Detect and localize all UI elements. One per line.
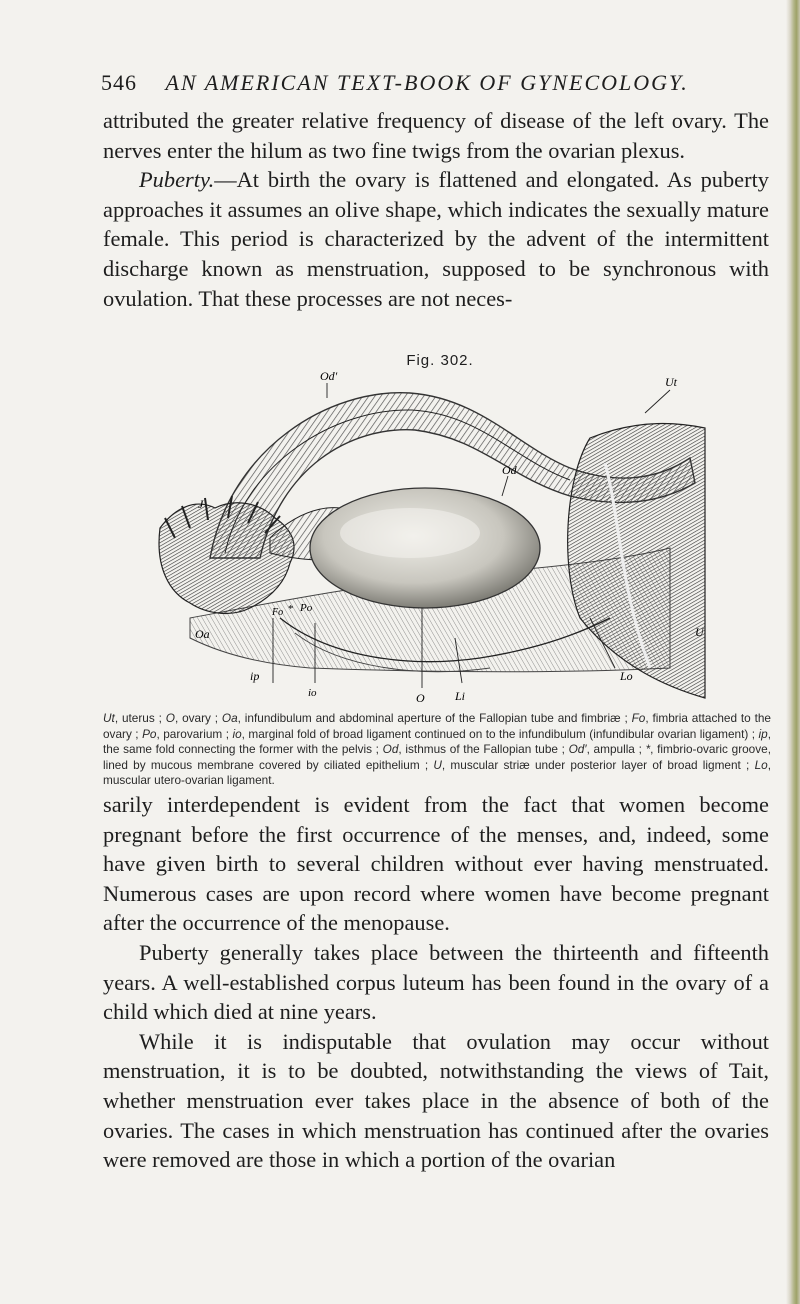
page-number: 546 — [101, 70, 137, 95]
top-paragraph — [103, 106, 769, 313]
label-od-prime: Od′ — [320, 369, 338, 383]
label-io: io — [308, 687, 317, 699]
paragraph-nerves: attributed the greater relative frequency of disease of the left ovary. The nerves enter the hilum as two fine twigs from the ovarian plexus. — [103, 108, 769, 163]
label-star: * — [288, 603, 294, 615]
figure-caption — [103, 711, 771, 789]
label-o: O — [416, 691, 425, 705]
puberty-heading: Puberty. — [139, 167, 215, 193]
paragraph-interdependent: sarily interdependent is evident from the fact that women become pregnant before the first occurrence of the menses, and, indeed, some have given birth to several children without ever having menstruated. Numerous cases are upon record where women have become pregnant after the occurrence of the menopause. — [103, 792, 769, 936]
figure-title: Fig. 302. — [406, 352, 474, 369]
bottom-paragraphs — [103, 790, 769, 1175]
label-oa: Oa — [195, 627, 210, 641]
label-u: U — [695, 625, 704, 639]
caption-star: *, fimbrio-ovaric groove, lined by mucous membrane covered by ciliated epithelium ; — [103, 742, 771, 772]
caption-po: Po, parovarium ; — [142, 726, 233, 741]
caption-fo: Fo, fimbria attached to the ovary ; — [103, 711, 771, 741]
caption-o: O, ovary ; — [165, 711, 222, 725]
caption-od: Od, isthmus of the Fallopian tube ; — [382, 742, 569, 757]
caption-lo: Lo, muscular utero-ovarian ligament. — [103, 757, 771, 788]
label-ip: ip — [250, 669, 260, 683]
label-j: J — [198, 497, 204, 511]
label-li: Li — [455, 689, 466, 703]
ovary-tube-engraving — [150, 368, 710, 706]
caption-u: U, muscular striæ under posterior layer of broad ligment ; — [433, 757, 755, 772]
running-header — [101, 70, 781, 96]
label-fo: Fo — [272, 607, 284, 618]
caption-ut: Ut, uterus ; — [103, 711, 166, 725]
label-lo: Lo — [620, 669, 633, 683]
label-od: Od — [502, 463, 517, 477]
caption-oa: Oa, infundibulum and abdominal aperture of the Fallopian tube and fimbriæ ; — [221, 711, 632, 725]
paragraph-puberty — [103, 165, 769, 313]
paragraph-ovulation: While it is indisputable that ovulation may occur without menstruation, it is to be doubted, notwithstanding the views of Tait, whether menstruation ever takes place in the absence of both of the ovaries. The cases in which menstruation has continued after the ovaries were removed are those in which a portion of the ovarian — [103, 1028, 769, 1173]
label-ut: Ut — [665, 375, 677, 389]
page-edge-binding — [786, 0, 800, 1304]
label-po: Po — [300, 602, 313, 614]
puberty-text: —At birth the ovary is flattened and elongated. As puberty approaches it assumes an olive shape, which indicates the sexually mature female. This period is characterized by the advent of the intermittent discharge known as menstruation, supposed to be synchronous with ovulation. That these processes are not neces- — [103, 167, 769, 311]
running-title: AN AMERICAN TEXT-BOOK OF GYNECOLOGY. — [165, 70, 689, 95]
anatomical-illustration — [150, 368, 710, 706]
caption-io: io, marginal fold of broad ligament continued on to the infundibulum (infundibular ovarian ligament) ; — [232, 726, 759, 741]
caption-od-prime: Od′, ampulla ; — [568, 742, 646, 757]
caption-ip: ip, the same fold connecting the former with the pelvis ; — [103, 726, 771, 757]
paragraph-puberty-age: Puberty generally takes place between the thirteenth and fifteenth years. A well-established corpus luteum has been found in the ovary of a child which died at nine years. — [103, 939, 769, 1025]
